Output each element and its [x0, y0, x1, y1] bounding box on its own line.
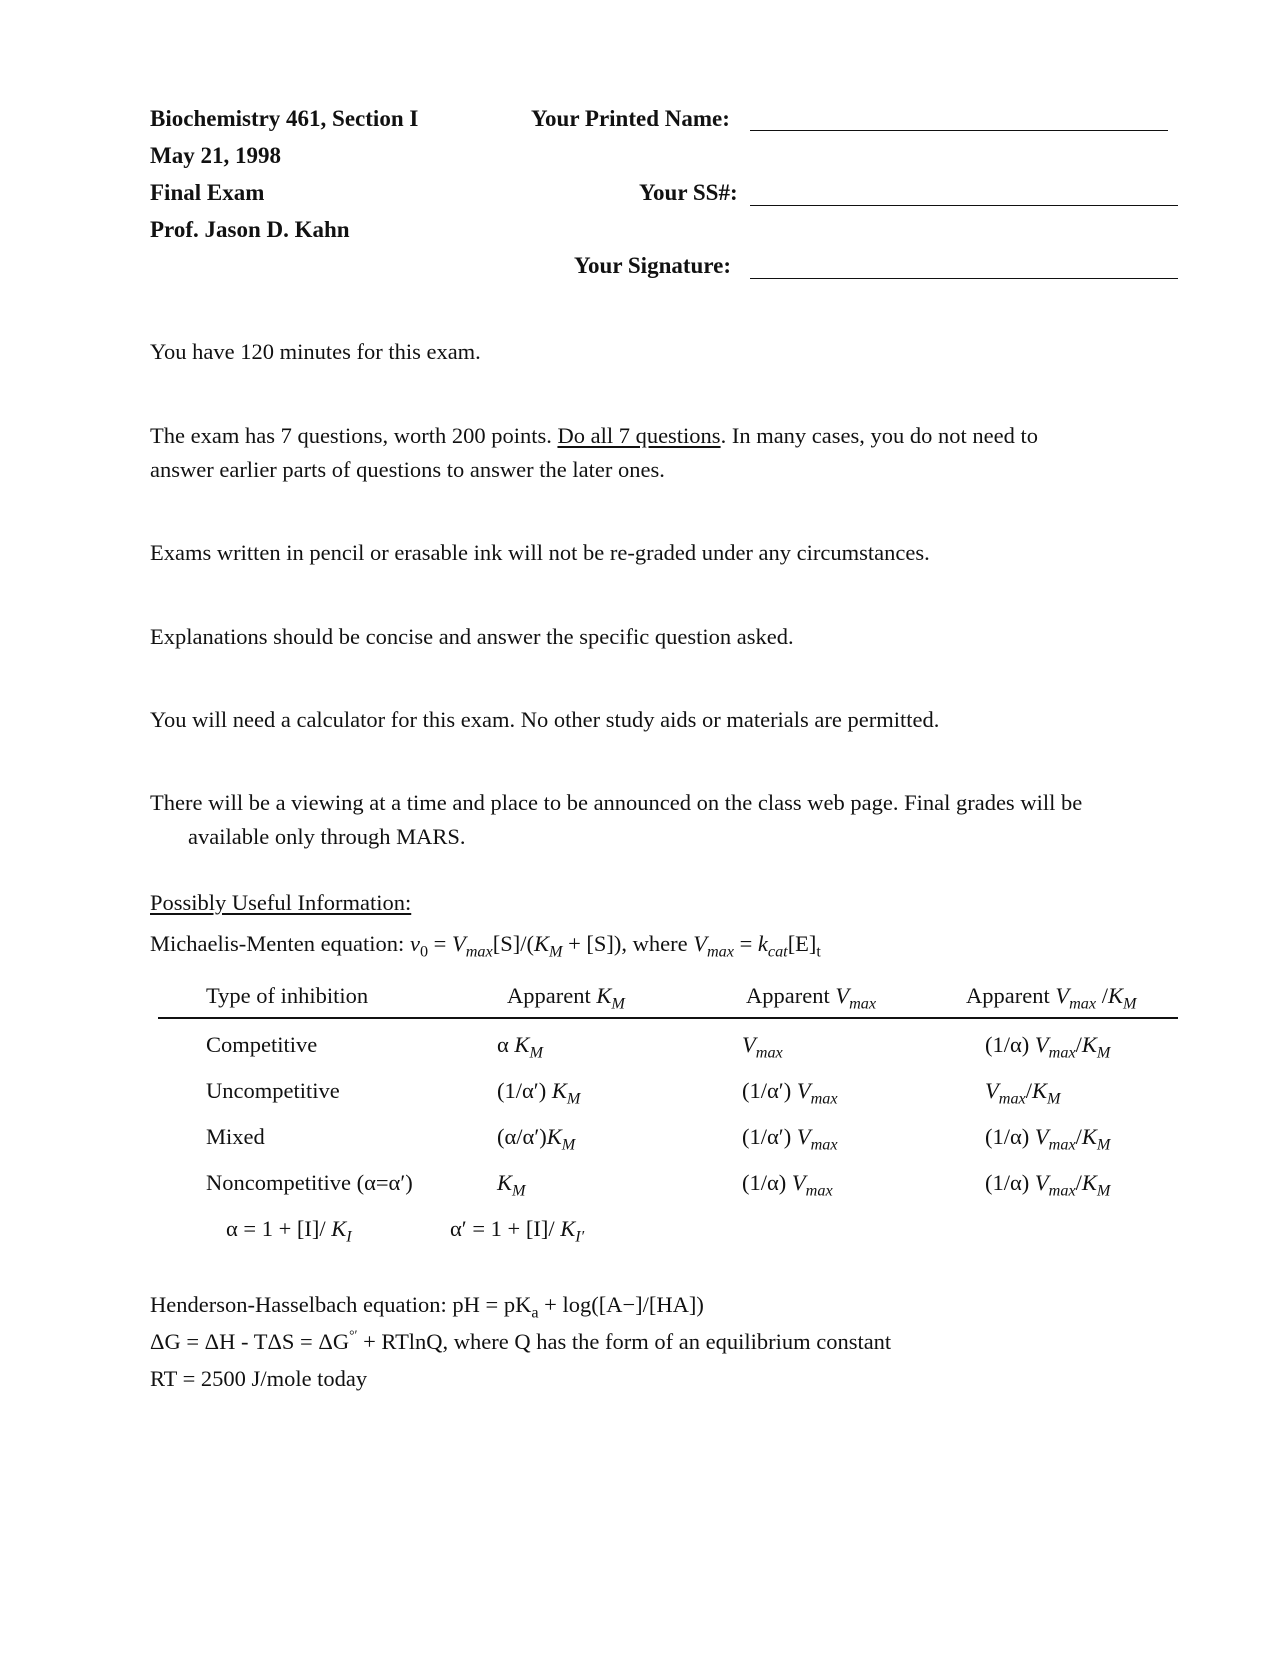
professor-name: Prof. Jason D. Kahn	[150, 217, 350, 242]
ss-number-field[interactable]	[750, 205, 1178, 206]
course-title: Biochemistry 461, Section I	[150, 106, 419, 131]
table-header-apparent-km-text: Apparent $K_M$	[507, 983, 625, 1013]
table-header-type: Type of inhibition	[206, 983, 369, 1008]
exam-type: Final Exam	[150, 180, 265, 205]
michaelis-menten-equation: Michaelis-Menten equation: $v_0 = V_{max}[S]/(K_M + [S])$, where $V_{max} = k_{cat}[E]_t$	[150, 931, 821, 961]
table-row-mixed-vmax-km: (1/α) $V_{max}/K_M$	[985, 1124, 1111, 1154]
table-header-rule	[158, 1017, 1178, 1019]
dg-text: ΔG = ΔH - TΔS = ΔG	[150, 1329, 350, 1354]
calculator-instruction: You will need a calculator for this exam. No other study aids or materials are permitted.	[150, 707, 940, 732]
ss-number-label: Your SS#:	[639, 180, 738, 205]
time-instruction: You have 120 minutes for this exam.	[150, 339, 481, 364]
signature-label: Your Signature:	[574, 253, 731, 278]
table-row-competitive-type: Competitive	[206, 1032, 318, 1057]
table-row-competitive-vmax: $V_{max}$	[742, 1032, 783, 1062]
hh-rest: + log([A−]/[HA])	[538, 1292, 704, 1317]
printed-name-field[interactable]	[750, 130, 1168, 131]
table-header-apparent-vmax-km-text: Apparent $V_{max}$ $/K_M$	[966, 983, 1137, 1013]
table-header-apparent-vmax	[746, 983, 877, 1013]
hh-sub: a	[531, 1303, 539, 1322]
alpha-prime-definition: α′ = 1 + [I]/ $K_{I'}$	[450, 1216, 585, 1246]
table-row-uncompetitive-type: Uncompetitive	[206, 1078, 340, 1103]
questions-instruction	[150, 423, 1038, 449]
questions-text-post: . In many cases, you do not need to	[720, 423, 1039, 448]
table-row-uncompetitive-vmax: (1/α′) $V_{max}$	[742, 1078, 838, 1108]
table-row-mixed-type: Mixed	[206, 1124, 265, 1149]
alpha-definition: α = 1 + [I]/ $K_I$	[226, 1216, 352, 1246]
rt-value: RT = 2500 J/mole today	[150, 1366, 368, 1391]
table-row-uncompetitive-km: (1/α′) $K_M$	[497, 1078, 581, 1108]
table-row-noncompetitive-vmax: (1/α) $V_{max}$	[742, 1170, 833, 1200]
hh-text: Henderson-Hasselbach equation: pH = pK	[150, 1292, 532, 1317]
explanations-instruction: Explanations should be concise and answer the specific question asked.	[150, 624, 794, 649]
questions-text-underlined: Do all 7 questions	[557, 423, 721, 448]
dg-rest: + RTlnQ, where Q has the form of an equilibrium constant	[357, 1329, 892, 1354]
viewing-instruction: There will be a viewing at a time and place to be announced on the class web page. Final grades will be	[150, 790, 1083, 815]
questions-text-pre: The exam has 7 questions, worth 200 points.	[150, 423, 558, 448]
table-row-mixed-km: $(\alpha/\alpha')K_M$	[497, 1124, 576, 1154]
questions-instruction-line2: answer earlier parts of questions to answer the later ones.	[150, 457, 665, 482]
exam-date: May 21, 1998	[150, 143, 281, 168]
free-energy-equation	[150, 1329, 891, 1355]
pencil-instruction: Exams written in pencil or erasable ink will not be re-graded under any circumstances.	[150, 540, 930, 565]
table-row-noncompetitive-type: Noncompetitive (α=α′)	[206, 1170, 413, 1195]
signature-field[interactable]	[750, 278, 1178, 279]
dg-sup: °′	[349, 1327, 358, 1343]
table-row-noncompetitive-vmax-km: (1/α) $V_{max}/K_M$	[985, 1170, 1111, 1200]
henderson-hasselbach-equation	[150, 1292, 704, 1322]
table-header-apparent-km	[507, 983, 625, 1013]
table-row-noncompetitive-km: $K_M$	[497, 1170, 526, 1200]
table-row-competitive-vmax-km: (1/α) $V_{max}/K_M$	[985, 1032, 1111, 1062]
table-header-apparent-vmax-km	[966, 983, 1137, 1013]
table-header-apparent-vmax-text: Apparent $V_{max}$	[746, 983, 877, 1013]
printed-name-label: Your Printed Name:	[531, 106, 730, 131]
table-row-uncompetitive-vmax-km: $V_{max}/K_M$	[985, 1078, 1061, 1108]
table-row-competitive-km: α $K_M$	[497, 1032, 543, 1062]
viewing-instruction-line2: available only through MARS.	[188, 824, 466, 849]
mm-label: Michaelis-Menten equation:	[150, 931, 410, 956]
table-row-mixed-vmax: (1/α′) $V_{max}$	[742, 1124, 838, 1154]
useful-info-heading: Possibly Useful Information:	[150, 890, 412, 915]
